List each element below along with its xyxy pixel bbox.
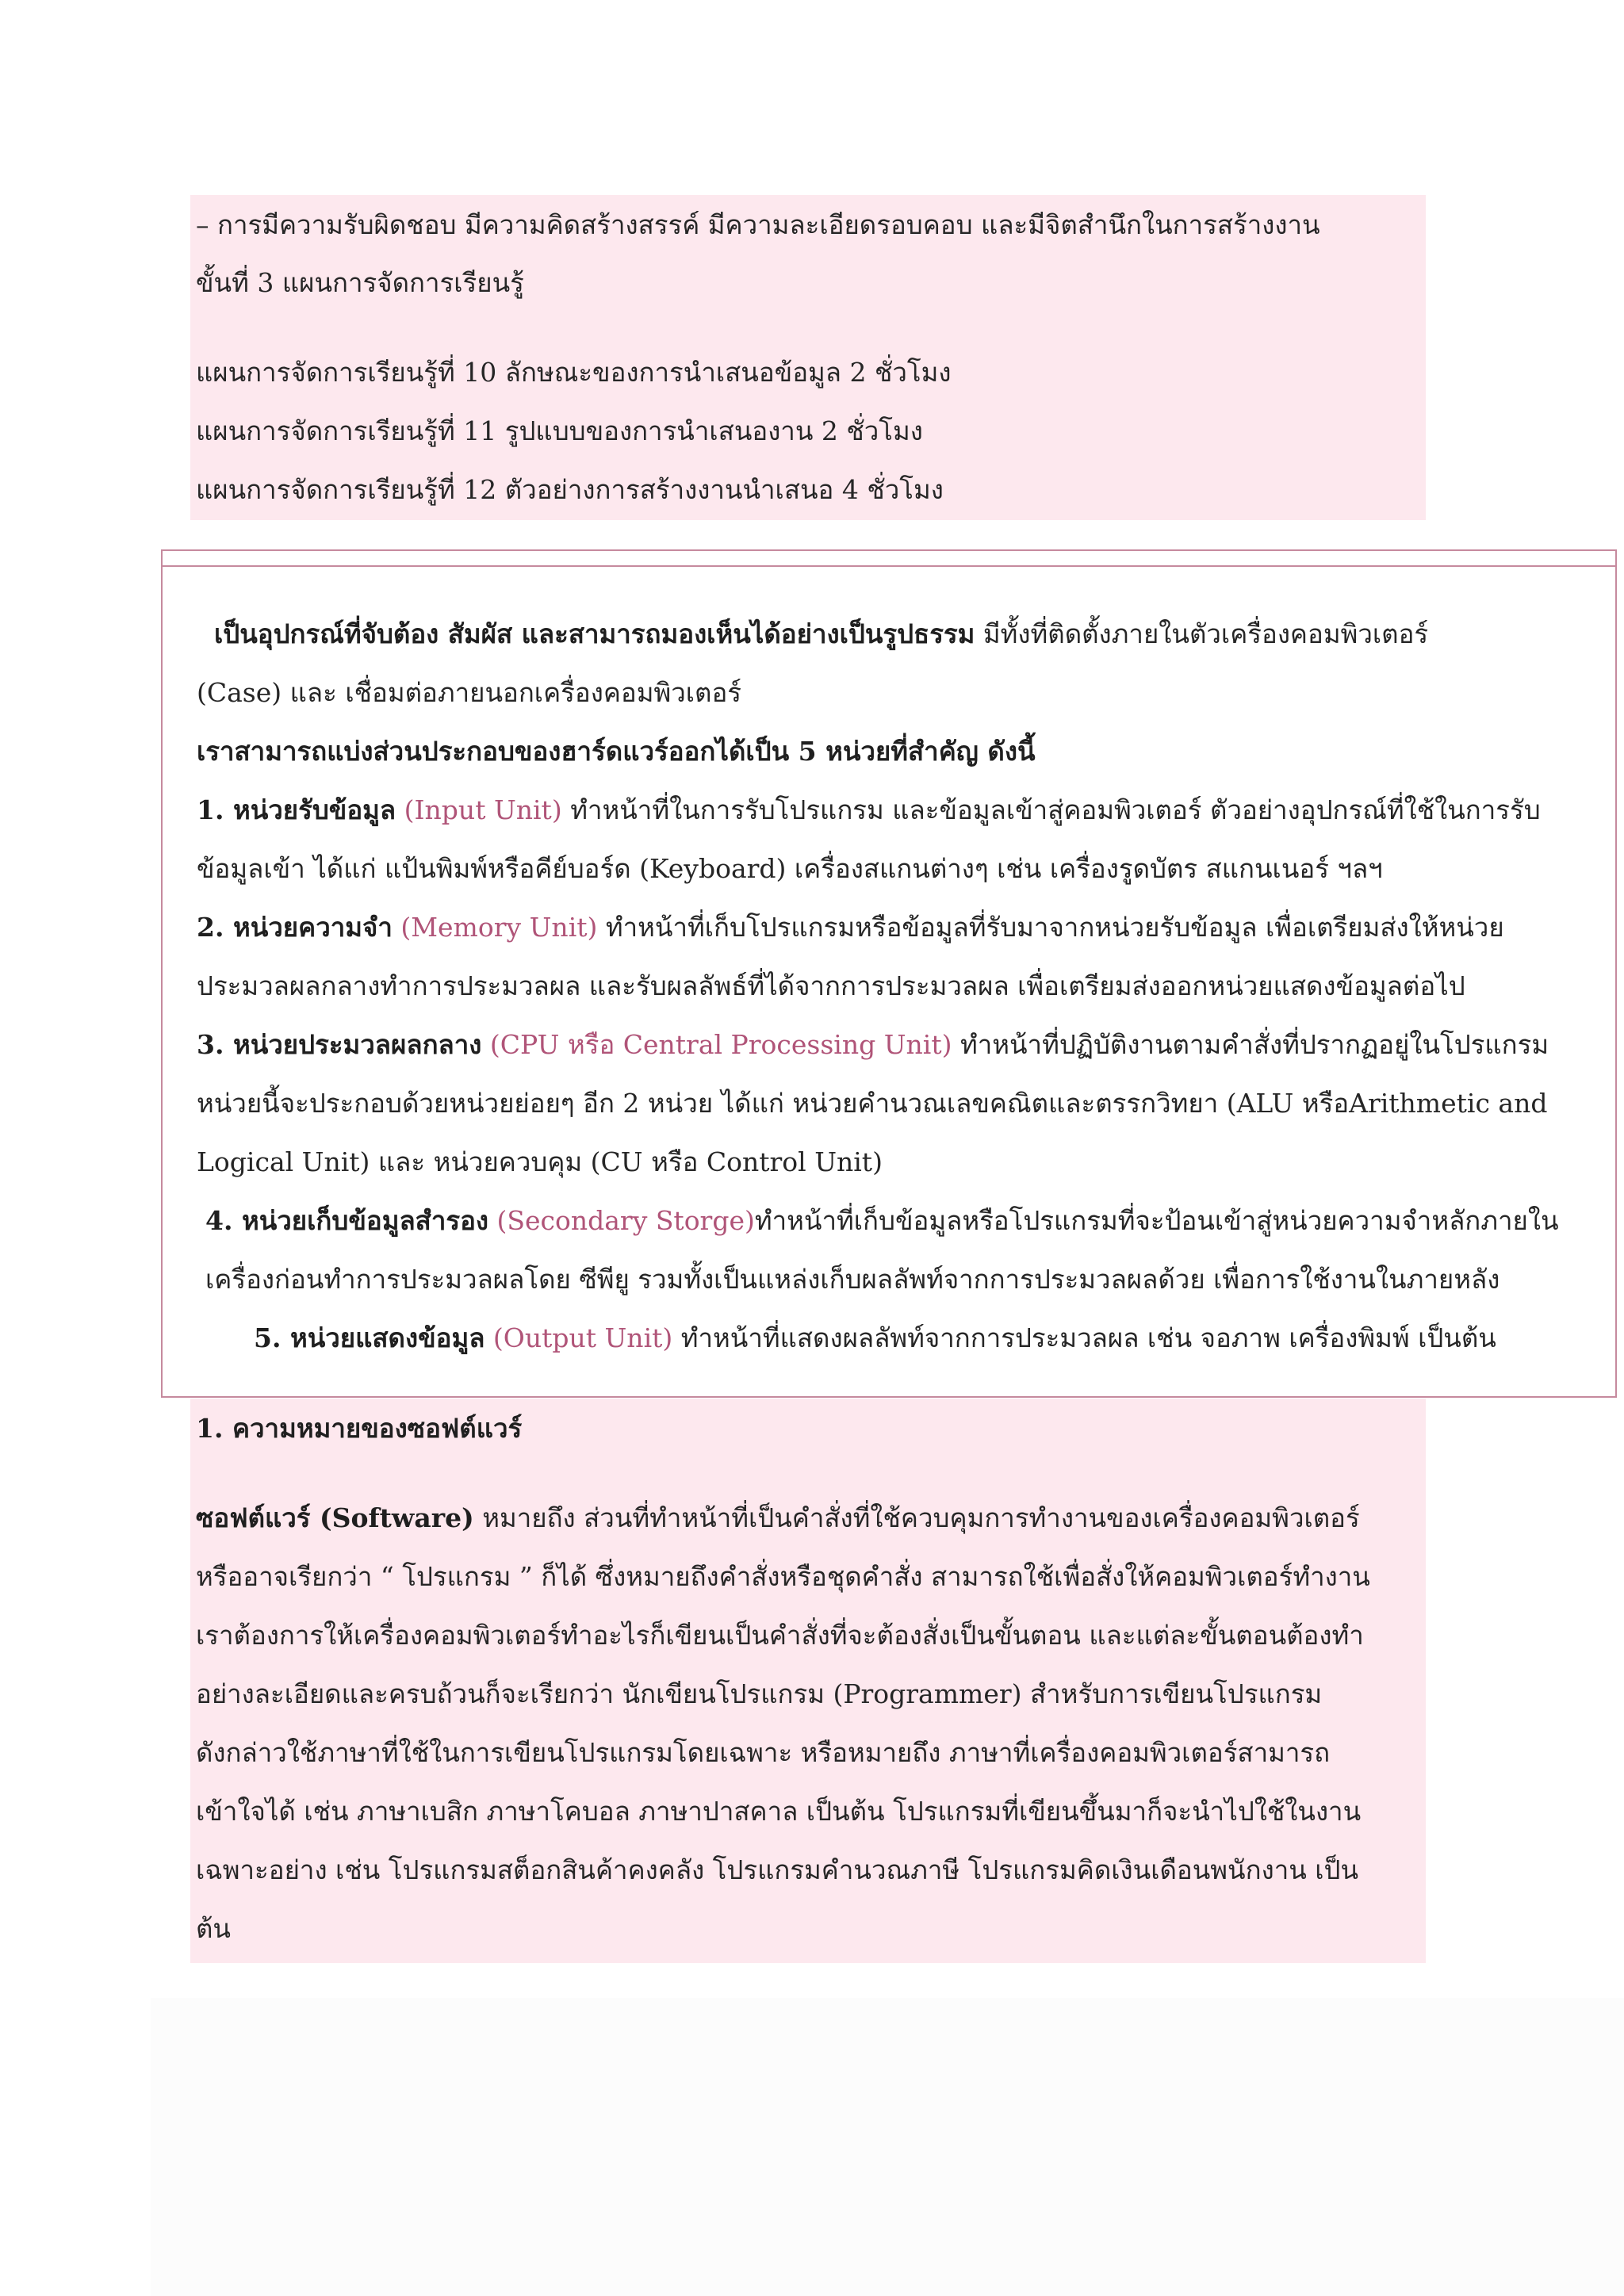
unit-2-english: (Memory Unit): [392, 912, 598, 943]
software-line-6: เฉพาะอย่าง เช่น โปรแกรมสต็อกสินค้าคงคลัง โปรแกรมคำนวณภาษี โปรแกรมคิดเงินเดือนพนักงาน เป็น: [196, 1854, 1359, 1885]
software-definition: [196, 1488, 1360, 1548]
unit-5-english: (Output Unit): [485, 1322, 673, 1353]
unit-4-desc: ทำหน้าที่เก็บข้อมูลหรือโปรแกรมที่จะป้อนเข้าสู่หน่วยความจำหลักภายใน: [754, 1205, 1559, 1236]
unit-4-line2: เครื่องก่อนทำการประมวลผลโดย ซีพียู รวมทั้งเป็นแหล่งเก็บผลลัพท์จากการประมวลผลด้วย เพื่อการใช้งานในภายหลัง: [205, 1264, 1500, 1295]
hardware-intro-rest: มีทั้งที่ติดตั้งภายในตัวเครื่องคอมพิวเตอร์: [975, 618, 1429, 649]
unit-3-english: (CPU หรือ Central Processing Unit): [481, 1029, 952, 1060]
unit-3-line: [197, 1015, 1549, 1074]
unit-5-desc: ทำหน้าที่แสดงผลลัพท์จากการประมวลผล เช่น จอภาพ เครื่องพิมพ์ เป็นต้น: [672, 1322, 1496, 1353]
software-line-5: เข้าใจได้ เช่น ภาษาเบสิก ภาษาโคบอล ภาษาปาสคาล เป็นต้น โปรแกรมที่เขียนขึ้นมาก็จะนำไปใช้ในงาน: [196, 1796, 1362, 1827]
learning-plan-section: [190, 195, 1426, 520]
plan-item-12: แผนการจัดการเรียนรู้ที่ 12 ตัวอย่างการสร้างงานนำเสนอ 4 ชั่วโมง: [196, 474, 944, 505]
software-section: [190, 1399, 1426, 1963]
unit-4-english: (Secondary Storge): [488, 1205, 755, 1236]
unit-4-line: [205, 1191, 1559, 1250]
hardware-intro: [214, 604, 1428, 664]
software-line-2: เราต้องการให้เครื่องคอมพิวเตอร์ทำอะไรก็เขียนเป็นคำสั่งที่จะต้องสั่งเป็นขั้นตอน และแต่ละขั้นตอนต้องทำ: [196, 1620, 1364, 1651]
software-line-7: ต้น: [196, 1913, 231, 1944]
software-definition-rest: หมายถึง ส่วนที่ทำหน้าที่เป็นคำสั่งที่ใช้ควบคุมการทำงานของเครื่องคอมพิวเตอร์: [473, 1502, 1360, 1533]
unit-2-line2: ประมวลผลกลางทำการประมวลผล และรับผลลัพธ์ที่ได้จากการประมวลผล เพื่อเตรียมส่งออกหน่วยแสดงข้อมูลต่อไป: [197, 970, 1465, 1001]
second-border-line: [163, 565, 1615, 567]
plan-item-11: แผนการจัดการเรียนรู้ที่ 11 รูปแบบของการนำเสนองาน 2 ชั่วโมง: [196, 415, 923, 446]
unit-1-title: 1. หน่วยรับข้อมูล: [197, 794, 396, 825]
unit-2-desc: ทำหน้าที่เก็บโปรแกรมหรือข้อมูลที่รับมาจากหน่วยรับข้อมูล เพื่อเตรียมส่งให้หน่วย: [597, 912, 1504, 943]
step3-heading: ขั้นที่ 3 แผนการจัดการเรียนรู้: [196, 267, 524, 298]
software-term: ซอฟต์แวร์ (Software): [196, 1502, 474, 1533]
unit-5-title: 5. หน่วยแสดงข้อมูล: [254, 1322, 485, 1353]
unit-3-line2: หน่วยนี้จะประกอบด้วยหน่วยย่อยๆ อีก 2 หน่วย ได้แก่ หน่วยคำนวณเลขคณิตและตรรกวิทยา (ALU หรือArithmetic and: [197, 1088, 1548, 1119]
unit-3-desc: ทำหน้าที่ปฏิบัติงานตามคำสั่งที่ปรากฏอยู่ในโปรแกรม: [952, 1029, 1549, 1060]
unit-1-english: (Input Unit): [396, 794, 562, 825]
unit-2-line: [197, 897, 1504, 957]
responsibility-line: – การมีความรับผิดชอบ มีความคิดสร้างสรรค์ มีความละเอียดรอบคอบ และมีจิตสำนึกในการสร้างงาน: [196, 209, 1320, 240]
unit-5-line: [254, 1308, 1496, 1368]
plan-item-10: แผนการจัดการเรียนรู้ที่ 10 ลักษณะของการนำเสนอข้อมูล 2 ชั่วโมง: [196, 357, 952, 388]
software-line-1: หรืออาจเรียกว่า “ โปรแกรม ” ก็ได้ ซึ่งหมายถึงคำสั่งหรือชุดคำสั่ง สามารถใช้เพื่อสั่งให้คอมพิวเตอร์ทำงาน: [196, 1561, 1370, 1592]
unit-2-title: 2. หน่วยความจำ: [197, 912, 393, 943]
hardware-intro-line2: (Case) และ เชื่อมต่อภายนอกเครื่องคอมพิวเตอร์: [197, 677, 742, 708]
software-line-3: อย่างละเอียดและครบถ้วนก็จะเรียกว่า นักเขียนโปรแกรม (Programmer) สำหรับการเขียนโปรแกรม: [196, 1678, 1323, 1709]
page-bottom-shade: [151, 1998, 1624, 2296]
unit-1-line: [197, 780, 1541, 840]
software-heading: 1. ความหมายของซอฟต์แวร์: [196, 1413, 523, 1444]
unit-1-desc: ทำหน้าที่ในการรับโปรแกรม และข้อมูลเข้าสู่คอมพิวเตอร์ ตัวอย่างอุปกรณ์ที่ใช้ในการรับ: [561, 794, 1541, 825]
hardware-intro-bold: เป็นอุปกรณ์ที่จับต้อง สัมผัส และสามารถมองเห็นได้อย่างเป็นรูปธรรม: [214, 618, 975, 649]
top-border-line: [163, 549, 1615, 551]
unit-3-title: 3. หน่วยประมวลผลกลาง: [197, 1029, 482, 1060]
hardware-section: [161, 549, 1617, 1398]
unit-3-line3: Logical Unit) และ หน่วยควบคุม (CU หรือ Control Unit): [197, 1146, 883, 1177]
units-heading: เราสามารถแบ่งส่วนประกอบของฮาร์ดแวร์ออกได้เป็น 5 หน่วยที่สำคัญ ดังนี้: [197, 736, 1036, 767]
unit-1-line2: ข้อมูลเข้า ได้แก่ แป้นพิมพ์หรือคีย์บอร์ด (Keyboard) เครื่องสแกนต่างๆ เช่น เครื่องรูดบัตร สแกนเนอร์ ฯลฯ: [197, 853, 1383, 884]
unit-4-title: 4. หน่วยเก็บข้อมูลสำรอง: [205, 1205, 489, 1236]
software-line-4: ดังกล่าวใช้ภาษาที่ใช้ในการเขียนโปรแกรมโดยเฉพาะ หรือหมายถึง ภาษาที่เครื่องคอมพิวเตอร์สามารถ: [196, 1737, 1331, 1768]
